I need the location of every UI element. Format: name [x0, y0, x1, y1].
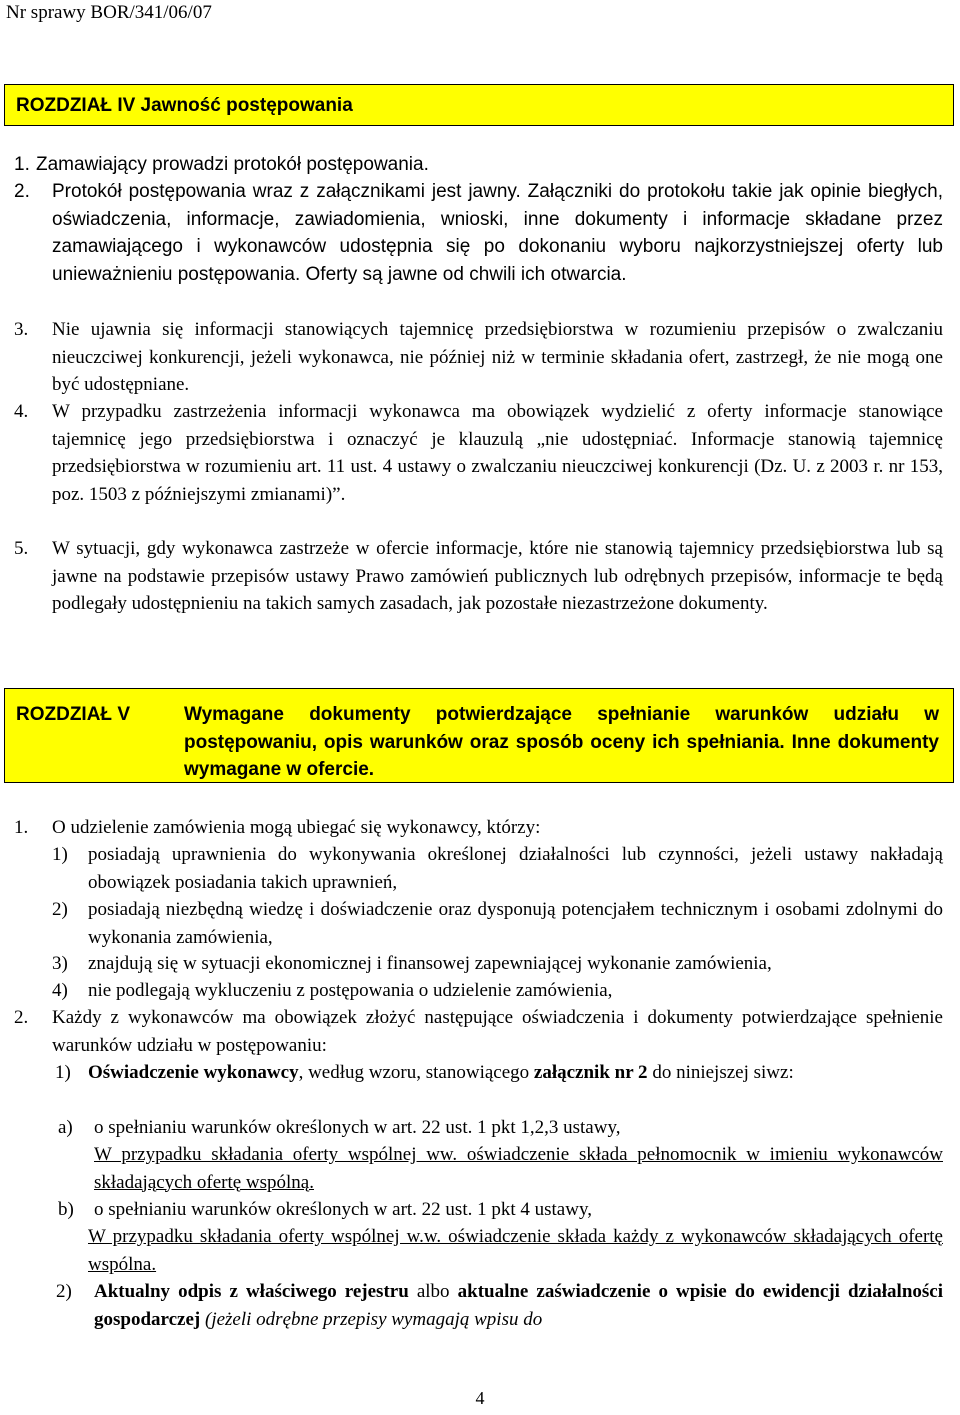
ch4-item-1-num: 1.: [14, 154, 30, 175]
ch5-item-1-text: O udzielenie zamówienia mogą ubiegać się wykonawcy, którzy:: [52, 817, 541, 838]
ch4-item-1: [14, 151, 943, 179]
ch5-item-2-sub-1-bold-2: załącznik nr 2: [533, 1062, 648, 1083]
ch5-item-2: [14, 1004, 943, 1059]
ch5-item-2-sub-1-end: do niniejszej siwz:: [647, 1062, 794, 1083]
ch5-item-2-sub-2-num: 2): [56, 1281, 72, 1302]
ch4-item-4-text: W przypadku zastrzeżenia informacji wykonawca ma obowiązek wydzielić z oferty informacje stanowiące tajemnicę jego przedsiębiorstwa i oznaczyć je klauzulą „nie udostępniać. Informacje stanowią tajemnicę przedsiębiorstwa w rozumieniu art. 11 ust. 4 ustawy o zwalczaniu nieuczciwej konkurencji (Dz. U. z 2003 r. nr 153, poz. 1503 z późniejszymi zmianami)”.: [52, 401, 943, 505]
ch4-item-3-num: 3.: [14, 319, 29, 340]
ch5-item-2-sub-2-bold-1: Aktualny odpis z właściwego rejestru: [94, 1281, 409, 1302]
ch5-item-1-sub-4-num: 4): [52, 980, 68, 1001]
ch5-item-2-sub-1-b-text: o spełnianiu warunków określonych w art. 22 ust. 1 pkt 4 ustawy,: [94, 1199, 592, 1220]
ch5-item-2-sub-1: [55, 1059, 943, 1087]
ch5-item-1-sub-1-text: posiadają uprawnienia do wykonywania określonej działalności lub czynności, jeżeli ustawy nakładają obowiązek posiadania takich uprawnień,: [88, 844, 943, 893]
ch5-item-2-sub-1-num: 1): [55, 1062, 71, 1083]
ch5-item-2-sub-2-bold-2: aktualne zaświadczenie o wpisie do ewidencji działalności gospodarczej: [94, 1281, 943, 1330]
ch5-item-2-sub-2: [56, 1278, 943, 1333]
ch5-item-2-sub-1-a-note: [94, 1141, 943, 1196]
ch5-item-1-sub-2-num: 2): [52, 899, 68, 920]
case-number: Nr sprawy BOR/341/06/07: [6, 2, 212, 23]
ch4-item-5-num: 5.: [14, 538, 29, 559]
ch5-item-1-sub-1-num: 1): [52, 844, 68, 865]
ch4-item-5-text: W sytuacji, gdy wykonawca zastrzeże w ofercie informacje, które nie stanowią tajemnicy przedsiębiorstwa lub są jawne na podstawie przepisów ustawy Prawo zamówień publicznych lub odrębnych przepisów, informacje te będą podlegały udostępnieniu na takich samych zasadach, jak pozostałe niezastrzeżone dokumenty.: [52, 538, 943, 614]
ch5-item-2-sub-1-a-num: a): [58, 1117, 73, 1138]
ch5-item-2-sub-1-bold-1: Oświadczenie wykonawcy: [88, 1062, 299, 1083]
ch5-item-2-sub-1-a-note-text: W przypadku składania oferty wspólnej ww. oświadczenie składa pełnomocnik w imieniu wykonawców składających ofertę wspólną.: [94, 1144, 943, 1193]
ch4-item-5: [14, 535, 943, 618]
ch5-item-1-sub-3-text: znajdują się w sytuacji ekonomicznej i finansowej zapewniającej wykonanie zamówienia,: [88, 953, 772, 974]
chapter-5-heading: [4, 688, 954, 783]
ch5-item-1-sub-4: [52, 977, 943, 1005]
ch5-item-2-num: 2.: [14, 1007, 29, 1028]
ch5-item-1-sub-1: [52, 841, 943, 896]
ch4-item-3: [14, 316, 943, 399]
ch5-item-1: [14, 814, 943, 842]
ch5-item-2-sub-1-b-note: [88, 1223, 943, 1278]
ch4-item-1-text: Zamawiający prowadzi protokół postępowania.: [36, 154, 429, 175]
ch5-item-2-text: Każdy z wykonawców ma obowiązek złożyć następujące oświadczenia i dokumenty potwierdzające spełnienie warunków udziału w postępowaniu:: [52, 1007, 943, 1056]
ch5-item-2-sub-1-mid: , według wzoru, stanowiącego: [298, 1062, 534, 1083]
ch4-item-4: [14, 398, 943, 508]
ch5-item-1-sub-4-text: nie podlegają wykluczeniu z postępowania o udzielenie zamówienia,: [88, 980, 613, 1001]
ch4-item-2: [14, 178, 943, 288]
ch4-item-2-num: 2.: [14, 181, 30, 202]
ch4-item-3-text: Nie ujawnia się informacji stanowiących tajemnicę przedsiębiorstwa w rozumieniu przepisów o zwalczaniu nieuczciwej konkurencji, jeżeli wykonawca, nie później niż w terminie składania ofert, zastrzegł, że nie mogą one być udostępniane.: [52, 319, 943, 395]
chapter-5-title: Wymagane dokumenty potwierdzające spełnianie warunków udziału w postępowaniu, opis warunków oraz sposób oceny ich spełniania. Inne dokumenty wymagane w ofercie.: [184, 704, 939, 780]
ch5-item-2-sub-2-italic: (jeżeli odrębne przepisy wymagają wpisu do: [200, 1308, 543, 1330]
ch5-item-1-sub-2: [52, 896, 943, 951]
ch5-item-2-sub-1-a: [58, 1114, 943, 1142]
chapter-4-title: ROZDZIAŁ IV Jawność postępowania: [16, 95, 353, 116]
ch5-item-2-sub-1-b-note-text: W przypadku składania oferty wspólnej w.w. oświadczenie składa każdy z wykonawców składających ofertę wspólna.: [88, 1226, 943, 1275]
ch5-item-1-sub-3-num: 3): [52, 953, 68, 974]
ch5-item-2-sub-1-b-num: b): [58, 1199, 74, 1220]
ch5-item-2-sub-1-b: [58, 1196, 943, 1224]
ch5-item-1-sub-2-text: posiadają niezbędną wiedzę i doświadczenie oraz dysponują potencjałem technicznym i osobami zdolnymi do wykonania zamówienia,: [88, 899, 943, 948]
chapter-5-label: ROZDZIAŁ V: [16, 704, 130, 725]
ch4-item-2-text: Protokół postępowania wraz z załącznikami jest jawny. Załączniki do protokołu takie jak opinie biegłych, oświadczenia, informacje, zawiadomienia, wnioski, inne dokumenty i informacje składane przez zamawiającego i wykonawców udostępnia się po dokonaniu wyboru najkorzystniejszej oferty lub unieważnieniu postępowania. Oferty są jawne od chwili ich otwarcia.: [52, 181, 943, 285]
ch5-item-1-num: 1.: [14, 817, 29, 838]
ch4-item-4-num: 4.: [14, 401, 29, 422]
ch5-item-1-sub-3: [52, 950, 950, 978]
chapter-4-heading: [4, 84, 954, 126]
ch5-item-2-sub-2-mid: albo: [408, 1281, 458, 1302]
page-number: 4: [475, 1388, 485, 1408]
ch5-item-2-sub-1-a-text: o spełnianiu warunków określonych w art. 22 ust. 1 pkt 1,2,3 ustawy,: [94, 1117, 621, 1138]
